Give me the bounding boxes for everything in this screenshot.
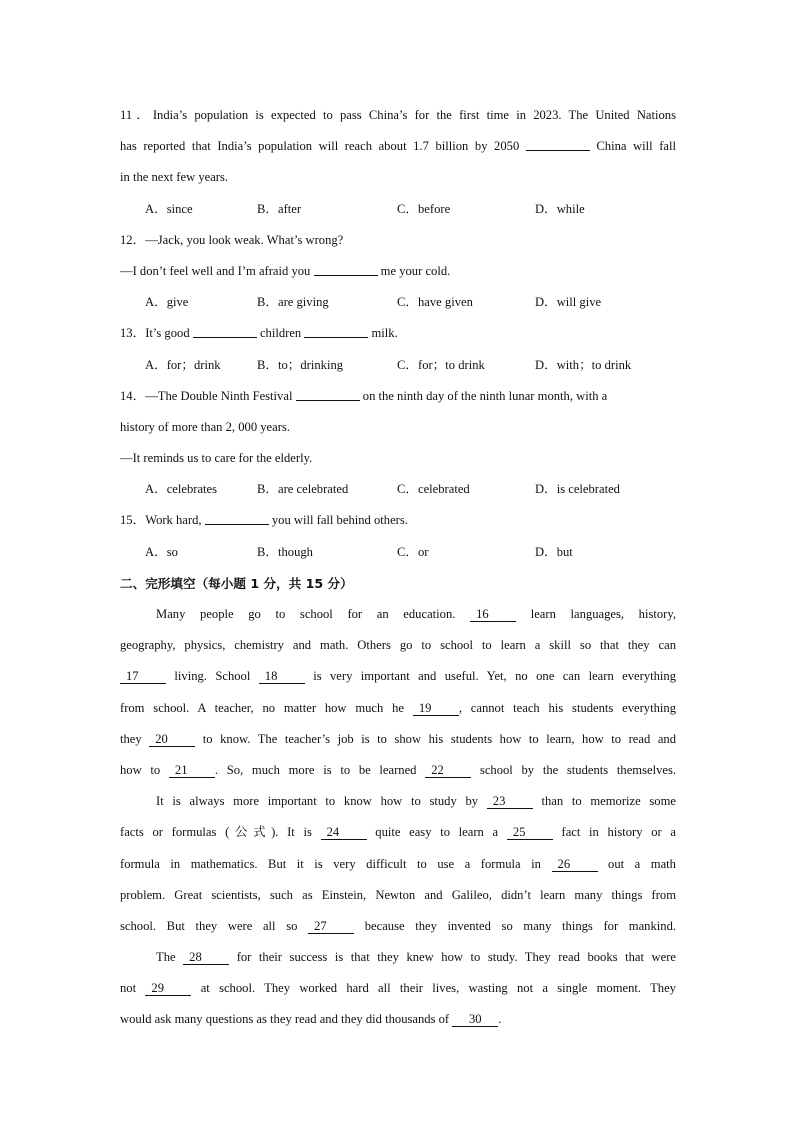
q11-line1: 11．India’s population is expected to pass China’s for the first time in 2023. The United Nations (120, 108, 676, 122)
passage-line: facts or formulas (公式). It is 24 quite easy to learn a 25 fact in history or a (120, 825, 676, 840)
passage-line: from school. A teacher, no matter how much he 19 , cannot teach his students everything (120, 700, 676, 715)
passage-line: formula in mathematics. But it is very difficult to use a formula in 26 out a math (120, 856, 676, 871)
option-d[interactable]: D．while (535, 201, 585, 216)
option-c[interactable]: C．or (397, 544, 429, 559)
q15-options (120, 537, 676, 568)
q14-options (120, 474, 676, 505)
option-c[interactable]: C．for；to drink (397, 357, 485, 372)
option-a[interactable]: A．give (145, 295, 189, 310)
q13-options (120, 350, 676, 381)
passage-line: The 28 for their success is that they knew how to study. They read books that were (156, 950, 676, 965)
numbered-blank-28[interactable]: 28 (183, 950, 229, 965)
section-heading: 二、完形填空（每小题 1 分，共 15 分） (120, 575, 353, 591)
numbered-blank-18[interactable]: 18 (259, 669, 305, 684)
passage-line: how to 21 . So, much more is to be learned 22 school by the students themselves. (120, 762, 676, 777)
numbered-blank-29[interactable]: 29 (145, 981, 191, 996)
q14-line3: —It reminds us to care for the elderly. (120, 451, 313, 466)
passage-line: would ask many questions as they read and they did thousands of 30 . (120, 1012, 502, 1027)
answer-blank[interactable] (296, 388, 360, 401)
option-d[interactable]: D．with；to drink (535, 357, 632, 372)
passage-line: 17 living. School 18 is very important and useful. Yet, no one can learn everything (120, 661, 676, 692)
numbered-blank-23[interactable]: 23 (487, 794, 533, 809)
option-c[interactable]: C．have given (397, 295, 473, 310)
numbered-blank-20[interactable]: 20 (149, 732, 195, 747)
option-c[interactable]: C．celebrated (397, 482, 470, 497)
q11-line3: in the next few years. (120, 170, 229, 185)
q11-options (120, 194, 676, 225)
answer-blank[interactable] (526, 138, 590, 151)
option-d[interactable]: D．but (535, 544, 573, 559)
answer-blank[interactable] (314, 263, 378, 276)
option-b[interactable]: B．after (257, 201, 302, 216)
numbered-blank-27[interactable]: 27 (308, 919, 354, 934)
q14-line2: history of more than 2, 000 years. (120, 419, 290, 434)
passage-line: geography, physics, chemistry and math. Others go to school to learn a skill so that they can (120, 638, 676, 653)
numbered-blank-21[interactable]: 21 (169, 763, 215, 778)
numbered-blank-16[interactable]: 16 (470, 607, 516, 622)
q13-line1: 13．It’s good children milk. (120, 326, 398, 341)
option-b[interactable]: B．are celebrated (257, 482, 349, 497)
answer-blank[interactable] (193, 325, 257, 338)
numbered-blank-19[interactable]: 19 (413, 701, 459, 716)
option-d[interactable]: D．is celebrated (535, 482, 620, 497)
option-a[interactable]: A．since (145, 201, 193, 216)
q11-line2: has reported that India’s population will reach about 1.7 billion by 2050 China will fall (120, 139, 676, 154)
q12-options (120, 287, 676, 318)
option-a[interactable]: A．celebrates (145, 482, 218, 497)
passage-line: It is always more important to know how to study by 23 than to memorize some (156, 794, 676, 809)
answer-blank[interactable] (205, 512, 269, 525)
q12-line1: 12．—Jack, you look weak. What’s wrong? (120, 232, 344, 247)
passage-line: not 29 at school. They worked hard all their lives, wasting not a single moment. They (120, 981, 676, 996)
numbered-blank-22[interactable]: 22 (425, 763, 471, 778)
passage-line: they 20 to know. The teacher’s job is to show his students how to learn, how to read and (120, 731, 676, 746)
numbered-blank-24[interactable]: 24 (321, 825, 367, 840)
option-d[interactable]: D．will give (535, 295, 602, 310)
option-a[interactable]: A．for；drink (145, 357, 221, 372)
passage-line: Many people go to school for an education. 16 learn languages, history, (156, 607, 676, 621)
option-b[interactable]: B．though (257, 544, 313, 559)
q12-line2: —I don’t feel well and I’m afraid you me your cold. (120, 263, 451, 278)
passage-line: problem. Great scientists, such as Einstein, Newton and Galileo, didn’t learn many things from (120, 887, 676, 902)
passage-line: school. But they were all so 27 because they invented so many things for mankind. (120, 918, 676, 933)
answer-blank[interactable] (304, 325, 368, 338)
exam-content (120, 100, 676, 1036)
numbered-blank-30[interactable]: 30 (452, 1012, 498, 1027)
numbered-blank-17[interactable]: 17 (120, 669, 166, 684)
option-a[interactable]: A．so (145, 544, 178, 559)
option-b[interactable]: B．to；drinking (257, 357, 344, 372)
option-b[interactable]: B．are giving (257, 295, 329, 310)
option-c[interactable]: C．before (397, 201, 451, 216)
q14-line1: 14．—The Double Ninth Festival on the ninth day of the ninth lunar month, with a (120, 388, 608, 403)
numbered-blank-26[interactable]: 26 (552, 857, 598, 872)
q15-line1: 15．Work hard, you will fall behind others. (120, 513, 408, 528)
numbered-blank-25[interactable]: 25 (507, 825, 553, 840)
